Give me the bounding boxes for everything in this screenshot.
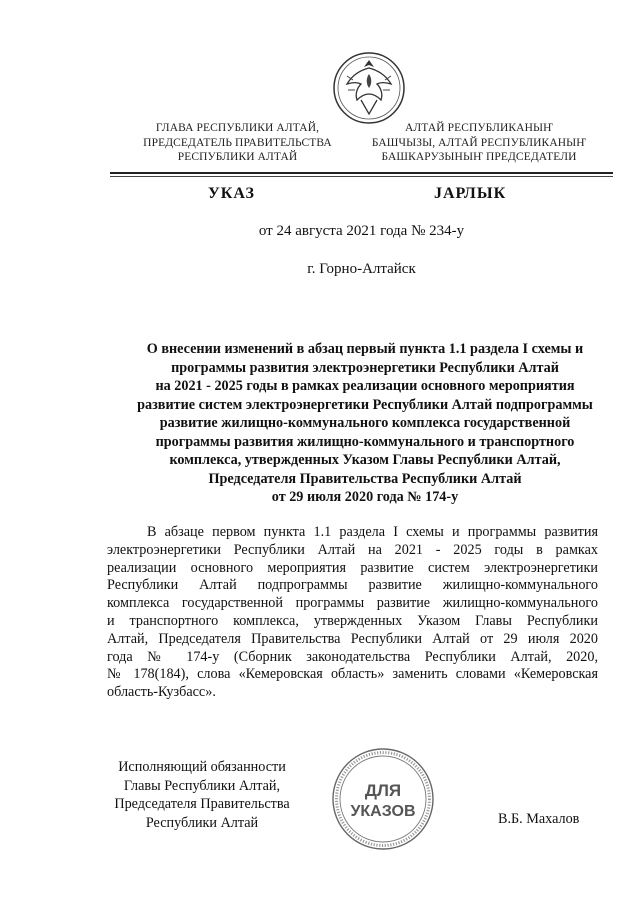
decree-body-paragraph [107,524,598,702]
coat-of-arms-emblem [331,50,407,126]
header-divider-thin [110,176,613,177]
title-line: Председателя Правительства Республики Алтай [208,470,522,487]
header-right-line: БАШЧЫЗЫ, АЛТАЙ РЕСПУБЛИКАНЫҤ [371,136,587,149]
title-line: на 2021 - 2025 годы в рамках реализации основного мероприятия [155,378,575,394]
stamp-text-line1: ДЛЯ [364,781,402,800]
title-line: комплекса, утвержденных Указом Главы Республики Алтай, [169,452,561,468]
header-right-authority [350,121,608,165]
position-line: Республики Алтай [145,814,259,831]
header-left-line: ГЛАВА РЕСПУБЛИКИ АЛТАЙ, [155,122,320,134]
official-stamp [330,746,436,852]
body-line: и транспортного комплекса, утвержденных Указом Главы Республики [107,612,598,629]
title-line: программы развития жилищно-коммунального и транспортного [155,433,575,450]
body-line: область-Кузбасс». [107,684,216,701]
title-line: развитие систем электроэнергетики Республики Алтай подпрограммы [137,396,593,413]
header-right-line: АЛТАЙ РЕСПУБЛИКАНЫҤ [405,122,553,134]
signatory-position [107,758,297,832]
body-line: № 178(184), слова «Кемеровская область» заменить словами «Кемеровская [107,666,598,683]
title-line: развитие жилищно-коммунального комплекса государственной [159,415,571,431]
title-line: программы развития электроэнергетики Республики Алтай [171,359,559,376]
title-line: О внесении изменений в абзац первый пункта 1.1 раздела I схемы и [146,341,584,357]
body-line: комплекса государственной программы развитие жилищно-коммунального [107,595,598,612]
position-line: Главы Республики Алтай, [123,777,281,794]
doc-type-left: УКАЗ [208,185,255,202]
signatory-name: В.Б. Махалов [498,811,580,827]
position-line: Председателя Правительства [114,796,290,812]
decree-date-number: от 24 августа 2021 года № 234-у [258,223,465,239]
body-line: реализации основного мероприятия развитие систем электроэнергетики [107,559,598,576]
body-line: электроэнергетики Республики Алтай на 2021 - 2025 годы в рамках [107,541,598,558]
header-left-line: РЕСПУБЛИКИ АЛТАЙ [177,151,298,163]
header-divider [110,172,613,174]
body-line: Республики Алтай подпрограммы развитие жилищно-коммунального [107,577,598,594]
decree-city: г. Горно-Алтайск [307,261,416,277]
title-line: от 29 июля 2020 года № 174-у [271,489,459,505]
header-left-line: ПРЕДСЕДАТЕЛЬ ПРАВИТЕЛЬСТВА [143,136,332,149]
body-line: В абзаце первом пункта 1.1 раздела I схемы и программы развития [147,524,598,540]
doc-type-right: JАРЛЫК [434,185,507,202]
body-line: Алтай, Председателя Правительства Республики Алтай от 29 июля 2020 [107,630,598,647]
position-line: Исполняющий обязанности [118,759,286,775]
header-right-line: БАШКАРУЗЫНЫҤ ПРЕДСЕДАТЕЛИ [381,151,577,163]
body-line: года № 174-у (Сборник законодательства Республики Алтай, 2020, [107,648,598,665]
decree-title [105,340,625,507]
stamp-text-line2: УКАЗОВ [350,803,416,820]
header-left-authority [120,121,355,165]
